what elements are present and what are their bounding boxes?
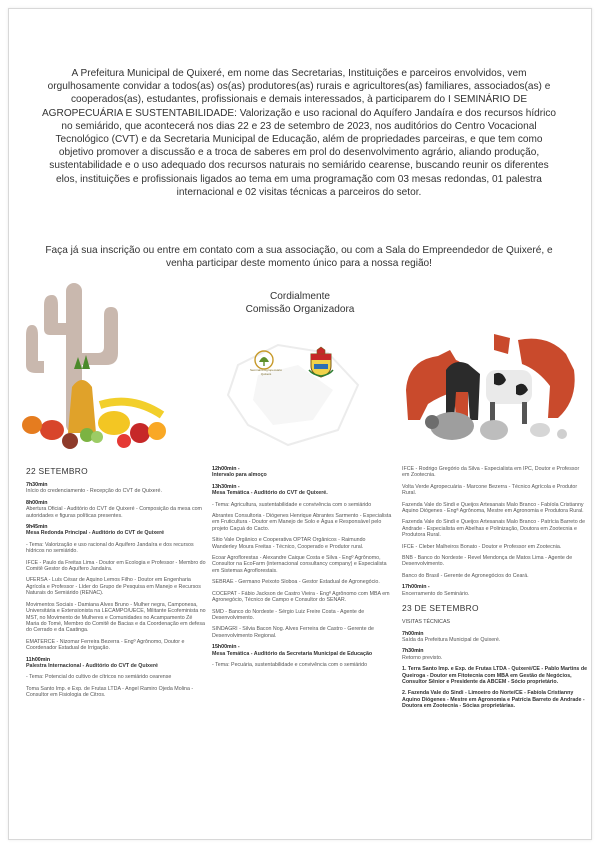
schedule-entry bbox=[402, 555, 588, 568]
entry-desc: Retorno previsto. bbox=[402, 654, 443, 661]
schedule-entry bbox=[212, 537, 392, 550]
schedule-entry bbox=[26, 657, 206, 670]
entry-desc: Fazenda Vale do Sindi e Queijos Artesanais Malo Branco - Patrícia Barreto de Andrade - Especialista em Abelhas e Polinização, Doutora em Zootecnia e Produtora Rural. bbox=[402, 519, 586, 539]
schedule-entry bbox=[212, 662, 392, 668]
entry-desc: Início do credenciamento - Recepção do CVT de Quixeré. bbox=[26, 488, 162, 495]
schedule-entry bbox=[402, 631, 588, 644]
entry-time: 11h00min bbox=[26, 656, 51, 663]
entry-time: 8h00min bbox=[26, 499, 48, 506]
schedule-entry bbox=[26, 560, 206, 573]
entry-title: Palestra Internacional - Auditório do CVT de Quixeré bbox=[26, 662, 158, 669]
entry-desc: Abrantes Consultoria - Diógenes Henrique Abrantes Sarmento - Especialista em Fruticultura - Doutor em Manejo de Solo e Água e Responsável pelo projeto Caçuá do Cacto. bbox=[212, 513, 392, 532]
schedule-entry bbox=[402, 690, 588, 709]
schedule-entry bbox=[402, 502, 588, 515]
closing-line-2: Comissão Organizadora bbox=[245, 304, 355, 316]
schedule-entry bbox=[26, 482, 206, 495]
invite-paragraph: Faça já sua inscrição ou entre em contato com a sua associação, ou com a Sala do Empreendedor de Quixeré, e venha participar deste momento único para a nossa região! bbox=[45, 245, 553, 270]
entry-desc: Volta Verde Agropecuária - Marcone Bezerra - Técnico Agrícola e Produtor Rural. bbox=[402, 483, 578, 497]
watermark-map bbox=[218, 335, 368, 455]
entry-time: 13h30min - bbox=[212, 483, 240, 490]
seminar-logo-text: Seminário Agropecuário Quixeré bbox=[249, 368, 283, 376]
entry-time: 15h00min - bbox=[212, 644, 240, 651]
schedule-entry bbox=[402, 519, 588, 538]
entry-desc: IFCE - Paulo da Freitas Lima - Doutor em Ecologia e Professor - Membro do Comitê Gestor do Aquífero Jandaíra. bbox=[26, 559, 206, 573]
schedule-entry bbox=[212, 591, 392, 604]
entry-desc: - Tema: Potencial do cultivo de cítricos no semiárido cearense bbox=[26, 674, 172, 681]
entry-title: Mesa Temática - Auditório da Secretaria Municipal de Educação bbox=[212, 650, 373, 657]
schedule-entry bbox=[212, 579, 392, 585]
entry-title: Mesa Temática - Auditório do CVT de Quixeré. bbox=[212, 490, 328, 497]
entry-time: 17h00min - bbox=[402, 584, 430, 591]
entry-desc: Sítio Vale Orgânico e Cooperativa OPTAR Orgânicos - Raimundo Wanderley Moura Freitas - Técnico, Cooperado e Produtor rural. bbox=[212, 537, 366, 550]
closing-line-1: Cordialmente bbox=[269, 291, 331, 302]
intro-paragraph: A Prefeitura Municipal de Quixeré, em nome das Secretarias, Instituições e parceiros envolvidos, vem orgulhosamente convidar a todos(as) os(as) produtores(as) rurais e agricultores(as) familiares, associados(as) e cooperados(as), estudantes, profissionais e demais interessados, à participarem do I SEMINÁRIO DE AGROPECUÁRIA E SUSTENTABILIDADE: Valorização e uso racional do Aquífero Jandaíra e dos recursos hídrico no semiárido, que acontecerá nos dias 22 e 23 de setembro de 2023, nos auditórios do Centro Vocacional Tecnológico (CVT) e da Secretaria Municipal de Educação, além de propriedades parceiras, e que tem como objetivo promover a discussão e a troca de saberes em prol do desenvolvimento agrário, aliando produção, sustentabilidade e o uso adequado dos recursos naturais no semiárido cearense, buscando reunir os diferentes elos, instituições e profissionais ligados ao tema em uma programação com 03 mesas redondas, 01 palestra internacional e 02 visitas técnicas a parceiros do setor. bbox=[41, 68, 557, 198]
municipal-crest-icon bbox=[307, 346, 335, 378]
schedule-entry bbox=[212, 555, 392, 574]
entry-desc: Banco do Brasil - Gerente de Agronegócios do Ceará. bbox=[402, 572, 529, 579]
day-2-heading: 23 DE SETEMBRO bbox=[402, 603, 479, 614]
schedule-entry bbox=[212, 609, 392, 622]
schedule-entry bbox=[402, 648, 588, 661]
schedule-entry bbox=[402, 484, 588, 497]
entry-desc: - Tema: Valorização e uso racional do Aquífero Jandaíra e dos recursos hídricos no semiárido. bbox=[26, 541, 194, 555]
entry-desc: 1. Terra Santo Imp. e Exp. de Frutas LTDA - Quixeré/CE - Pablo Martins de Queiroga - Doutor em Fitotecnia com MBA em Gestão de Negócios, Consultor Sênior e Presidente da ABCEM - Sócio proprietário. bbox=[402, 666, 588, 685]
entry-desc: SINDAGRI - Silvia Bacon Nog. Alves Ferreira de Castro - Gerente de Desenvolvimento Regional. bbox=[212, 626, 374, 639]
entry-desc: BNB - Banco do Nordeste - Revel Mendonça de Matos Lima - Agente de Desenvolvimento. bbox=[402, 555, 573, 568]
entry-desc: IFCE - Cleber Malheiros Bonato - Doutor e Professor em Zootecnia. bbox=[402, 543, 562, 550]
entry-desc: - Tema: Pecuária, sustentabilidade e convivência com o semiárido bbox=[212, 661, 368, 668]
entry-desc: Abertura Oficial - Auditório do CVT de Quixeré - Composição da mesa com autoridades e figuras políticas presentes. bbox=[26, 506, 202, 519]
schedule-column-1 bbox=[26, 466, 206, 704]
entry-time: 9h45min bbox=[26, 524, 48, 531]
schedule-entry bbox=[402, 584, 588, 597]
entry-title: Intervalo para almoço bbox=[212, 472, 267, 479]
entry-desc: UFERSA - Luís César de Aquino Lemos Filho - Doutor em Engenharia Agrícola e Professor - Líder do Grupo de Pesquisa em Manejo e Recursos Naturais do Semiárido (RENAC). bbox=[26, 577, 201, 597]
entry-time: 7h30min bbox=[26, 482, 48, 488]
schedule-column-3 bbox=[402, 466, 588, 715]
entry-title: Mesa Redonda Principal - Auditório do CVT de Quixeré bbox=[26, 530, 165, 537]
schedule-column-2 bbox=[212, 466, 392, 673]
entry-time: 7h30min bbox=[402, 648, 424, 655]
schedule-entry bbox=[26, 542, 206, 555]
entry-desc: Toma Santo Imp. e Exp. de Frutas LTDA - Angel Ramiro Ojeda Molina - Consultor em Fisiologia de Citros. bbox=[26, 685, 194, 699]
schedule-entry bbox=[212, 644, 392, 657]
entry-desc: COCEPAT - Fábio Jackson de Castro Vieira - Engº Agrônomo com MBA em Agronegócio, Técnico de Campo e Consultor do SENAR. bbox=[212, 590, 390, 604]
schedule-entry bbox=[26, 524, 206, 537]
schedule-entry bbox=[402, 544, 588, 550]
entry-desc: Encerramento do Seminário. bbox=[402, 590, 470, 597]
schedule-entry bbox=[26, 500, 206, 519]
entry-desc: Fazenda Vale do Sindi e Queijos Artesanais Malo Branco - Fabíola Cristianny Aquino Diógenes - Engª Agrônoma, Mestre em Agronomia e Produtora Rural. bbox=[402, 501, 584, 515]
schedule-entry bbox=[26, 602, 206, 634]
schedule-entry bbox=[26, 577, 206, 596]
schedule-entry bbox=[212, 513, 392, 532]
cactus-fruits-illustration bbox=[12, 265, 172, 455]
entry-desc: Movimentos Sociais - Damiana Alves Bruno - Mulher negra, Camponesa, Universitária e Extensionista na LECAMPO/UECE, Militante Ecofeminista no MST, no Movimento de Mulheres e Comunidades no Acampamento Zé Maria do Tomé, Membro do Comitê de Bacias e da Coordenação em defesa do Cerrado e da Caatinga. bbox=[26, 601, 206, 634]
schedule-entry bbox=[402, 666, 588, 685]
entry-desc: 2. Fazenda Vale do Sindi - Limoeiro do Norte/CE - Fabíola Cristianny Aquino Diógenes - Mestre em Agronomia e Patrícia Barreto de Andrade - Doutora em Zootecnia - Sócias proprietárias. bbox=[402, 690, 585, 710]
entry-desc: IFCE - Rodrigo Gregório da Silva - Especialista em IPC, Doutor e Professor em Zootecnia. bbox=[402, 466, 580, 479]
schedule-entry bbox=[212, 484, 392, 497]
schedule-entry bbox=[212, 466, 392, 479]
entry-desc: EMATERCE - Nizomar Ferreira Bezerra - Engº Agrônomo, Doutor e Coordenador Estadual de Irrigação. bbox=[26, 638, 185, 652]
entry-desc: - Tema: Agricultura, sustentabilidade e convivência com o semiárido bbox=[212, 501, 372, 508]
entry-time: 7h00min bbox=[402, 630, 424, 637]
entry-desc: SMD - Banco do Nordeste - Sérgio Luiz Freire Costa - Agente de Desenvolvimento. bbox=[212, 608, 365, 621]
visits-subhead: VISITAS TÉCNICAS bbox=[402, 619, 451, 626]
schedule-entry bbox=[26, 674, 206, 680]
schedule-entry bbox=[26, 686, 206, 699]
entry-desc: SEBRAE - Germano Peixoto Sloboa - Gestor Estadual de Agronegócio. bbox=[212, 579, 380, 586]
entry-desc: Ecoar Agroflorestas - Alexandre Caique Costa e Silva - Engº Agrônomo, Consultor na EcoFarm (internacional consultancy company) e Especialista em Sistemas Agroflorestais. bbox=[212, 555, 387, 574]
day-1-heading: 22 SETEMBRO bbox=[26, 466, 88, 476]
schedule-entry bbox=[212, 502, 392, 508]
farm-animals-illustration bbox=[398, 330, 580, 450]
entry-desc: Saída da Prefeitura Municipal de Quixeré. bbox=[402, 636, 501, 643]
schedule-entry bbox=[26, 639, 206, 652]
entry-time: 12h00min - bbox=[212, 466, 240, 472]
schedule-entry bbox=[212, 626, 392, 639]
schedule-entry bbox=[402, 466, 588, 479]
schedule-entry bbox=[402, 573, 588, 579]
